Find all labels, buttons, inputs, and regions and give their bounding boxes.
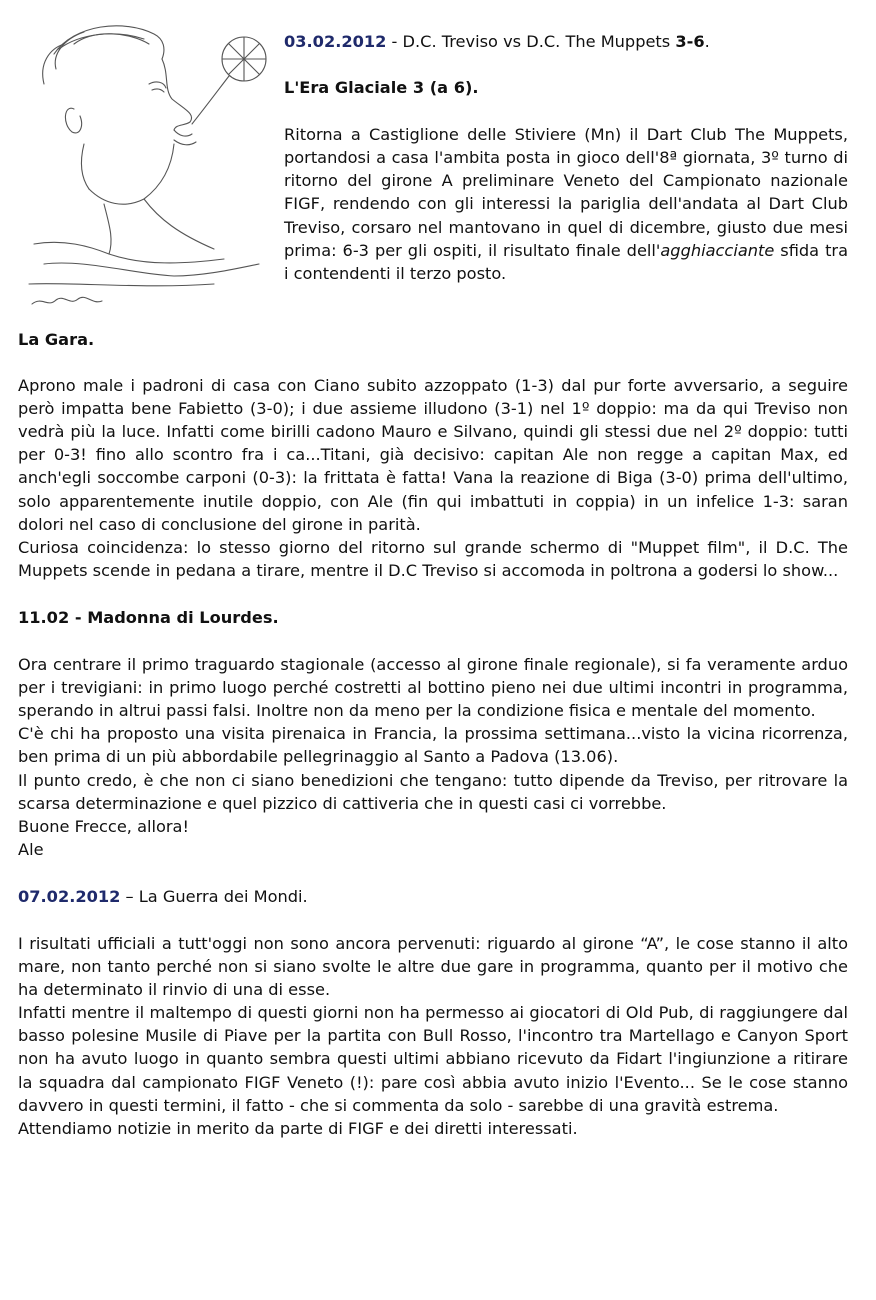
article3-paragraph-1: I risultati ufficiali a tutt'oggi non sono ancora pervenuti: riguardo al girone “A”, le cose stanno il alto mare, non tanto perché non si siano svolte le altre due gare in programma, quanto per il motivo che ha determinato il rinvio di una di esse. bbox=[18, 933, 848, 1000]
article1-paragraph-2: Curiosa coincidenza: lo stesso giorno del ritorno sul grande schermo di "Muppet film", il D.C. The Muppets scende in pedana a tirare, mentre il D.C Treviso si accomoda in poltrona a godersi lo show... bbox=[18, 537, 848, 580]
article1-paragraph-1: Aprono male i padroni di casa con Ciano subito azzoppato (1-3) dal pur forte avversario, a seguire però impatta bene Fabietto (3-0); i due assieme illudono (3-1) nel 1º doppio: ma da qui Treviso non vedrà più la luce. Infatti come birilli cadono Mauro e Silvano, quindi gli stessi due nel 2º doppio: tutti per 0-3! fino allo scontro fra i ca...Titani, già decisivo: capitan Ale non regge a capitan Max, ed anch'egli soccombe carponi (0-3): la frittata è fatta! Vana la reazione di Biga (3-0) prima dell'ultimo, solo apparentemente inutile doppio, con Ale (fin qui imbattuti in coppia) in un infelice 1-3: saran dolori nel caso di conclusione del girone in parità. bbox=[18, 376, 848, 534]
article1-score: 3-6 bbox=[675, 32, 705, 51]
article1-title bbox=[284, 30, 848, 53]
article1-intro-b: sfida tra i contendenti il terzo posto. bbox=[284, 240, 848, 283]
main-content bbox=[18, 328, 848, 1140]
article1-intro-italic: agghiacciante bbox=[660, 240, 775, 260]
article2-paragraph-1: Ora centrare il primo traguardo stagionale (accesso al girone finale regionale), si fa veramente arduo per i trevigiani: in primo luogo perché costretti al bottino pieno nei due ultimi incontri in programma, sperando in altrui passi falsi. Inoltre non da meno per la condizione fisica e mentale del momento. bbox=[18, 655, 848, 721]
article1-intro bbox=[284, 123, 848, 285]
article1-intro-a: Ritorna a Castiglione delle Stiviere (Mn) il Dart Club The Muppets, portandosi a casa l'ambita posta in gioco dell'8ª giornata, 3º turno di ritorno del girone A preliminare Veneto del Campionato nazionale FIGF, rendendo con gli interessi la pariglia dell'andata al Dart Club Treviso, corsaro nel mantovano in quel di dicembre, giusto due mesi prima: 6-3 per gli ospiti, il risultato finale dell' bbox=[284, 125, 848, 260]
article3-paragraph-2: Infatti mentre il maltempo di questi giorni non ha permesso ai giocatori di Old Pub, di raggiungere dal basso polesine Musile di Piave per la partita con Bull Rosso, l'incontro tra Martellago e Canyon Sport non ha avuto luogo in quanto sembra questi ultimi abbiano ricevuto da Fidart l'ingiunzione a ritirare la squadra dal campionato FIGF Veneto (!): pare così abbia avuto inizio l'Evento... Se le cose stanno davvero in questi termini, il fatto - che si commenta da solo - sarebbe di una gravità estrema. bbox=[18, 1003, 848, 1115]
article3-date: 07.02.2012 bbox=[18, 886, 121, 906]
article1-match: D.C. Treviso vs D.C. The Muppets bbox=[402, 32, 676, 51]
article2-title: 11.02 - Madonna di Lourdes. bbox=[18, 607, 279, 627]
section-title-la-gara: La Gara. bbox=[18, 330, 95, 349]
article2-paragraph-4: Buone Frecce, allora! bbox=[18, 816, 189, 836]
article3-title-text: – La Guerra dei Mondi. bbox=[120, 886, 308, 906]
article3-paragraph-3: Attendiamo notizie in merito da parte di FIGF e dei diretti interessati. bbox=[18, 1118, 578, 1138]
article3-title bbox=[18, 885, 848, 908]
article1-date: 03.02.2012 bbox=[284, 32, 387, 51]
article2-signature: Ale bbox=[18, 839, 44, 859]
article2-paragraph-2: C'è chi ha proposto una visita pirenaica in Francia, la prossima settimana...visto la vicina ricorrenza, ben prima di un più abbordabile pellegrinaggio al Santo a Padova (13.06). bbox=[18, 724, 848, 767]
caricature-sketch bbox=[14, 14, 272, 314]
article1-end: . bbox=[704, 32, 710, 51]
article1-headline: L'Era Glaciale 3 (a 6). bbox=[284, 78, 479, 98]
article1-header-block bbox=[284, 30, 848, 285]
article1-sep: - bbox=[386, 32, 403, 51]
article2-paragraph-3: Il punto credo, è che non ci siano benedizioni che tengano: tutto dipende da Treviso, per ritrovare la scarsa determinazione e quel pizzico di cattiveria che in questi casi ci vorrebbe. bbox=[18, 770, 848, 813]
